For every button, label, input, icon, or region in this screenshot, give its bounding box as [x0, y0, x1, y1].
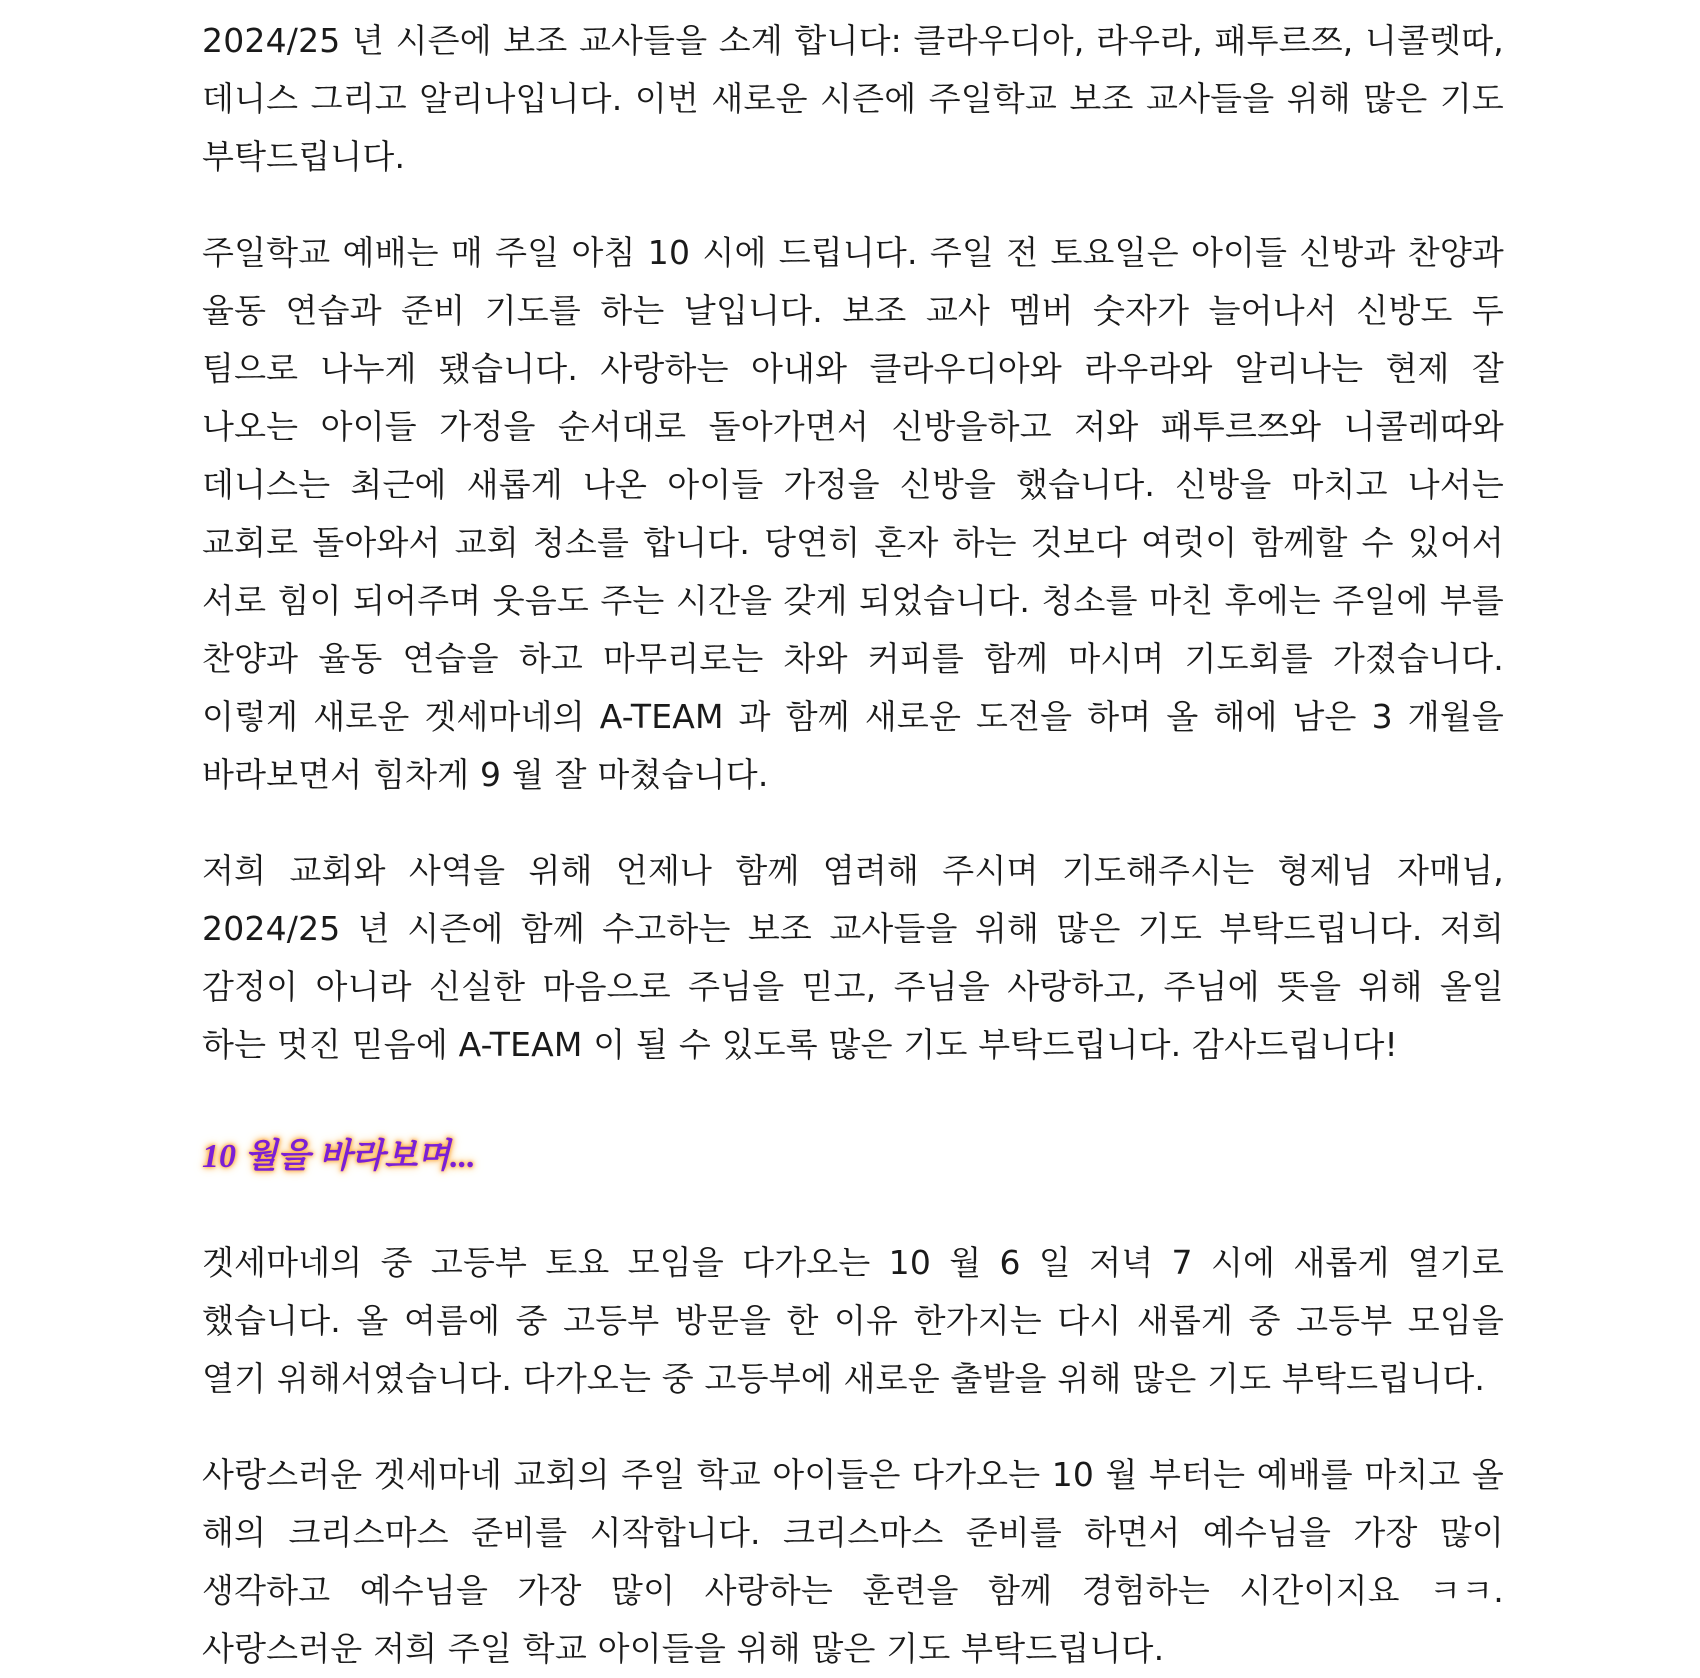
- paragraph-sunday-school: 주일학교 예배는 매 주일 아침 10 시에 드립니다. 주일 전 토요일은 아이들 신방과 찬양과 율동 연습과 준비 기도를 하는 날입니다. 보조 교사 멤버 숫자가 늘어나서 신방도 두 팀으로 나누게 됐습니다. 사랑하는 아내와 클라우디아와 라우라와 알리나는 현제 잘 나오는 아이들 가정을 순서대로 돌아가면서 신방을하고 저와 패투르쯔와 니콜레따와 데니스는 최근에 새롭게 나온 아이들 가정을 신방을 했습니다. 신방을 마치고 나서는 교회로 돌아와서 교회 청소를 합니다. 당연히 혼자 하는 것보다 여럿이 함께할 수 있어서 서로 힘이 되어주며 웃음도 주는 시간을 갖게 되었습니다. 청소를 마친 후에는 주일에 부를 찬양과 율동 연습을 하고 마무리로는 차와 커피를 함께 마시며 기도회를 가졌습니다. 이렇게 새로운 겟세마네의 A-TEAM 과 함께 새로운 도전을 하며 올 해에 남은 3 개월을 바라보면서 힘차게 9 월 잘 마쳤습니다.: [202, 233, 1504, 794]
- document-body: [202, 12, 1504, 1678]
- paragraph-assistant-teachers: 2024/25 년 시즌에 보조 교사들을 소계 합니다: 클라우디아, 라우라, 패투르쯔, 니콜렛따, 데니스 그리고 알리나입니다. 이번 새로운 시즌에 주일학교 보조 교사들을 위해 많은 기도 부탁드립니다.: [202, 21, 1504, 176]
- paragraph-prayer-request: 저희 교회와 사역을 위해 언제나 함께 염려해 주시며 기도해주시는 형제님 자매님, 2024/25 년 시즌에 함께 수고하는 보조 교사들을 위해 많은 기도 부탁드립니다. 저희 감정이 아니라 신실한 마음으로 주님을 믿고, 주님을 사랑하고, 주님에 뜻을 위해 올일 하는 멋진 믿음에 A-TEAM 이 될 수 있도록 많은 기도 부탁드립니다. 감사드립니다!: [202, 851, 1504, 1064]
- paragraph-youth-group: 겟세마네의 중 고등부 토요 모임을 다가오는 10 월 6 일 저녁 7 시에 새롭게 열기로 했습니다. 올 여름에 중 고등부 방문을 한 이유 한가지는 다시 새롭게 중 고등부 모임을 열기 위해서였습니다. 다가오는 중 고등부에 새로운 출발을 위해 많은 기도 부탁드립니다.: [202, 1243, 1504, 1398]
- paragraph-christmas-prep: 사랑스러운 겟세마네 교회의 주일 학교 아이들은 다가오는 10 월 부터는 예배를 마치고 올 해의 크리스마스 준비를 시작합니다. 크리스마스 준비를 하면서 예수님을 가장 많이 생각하고 예수님을 가장 많이 사랑하는 훈련을 함께 경험하는 시간이지요 ㅋㅋ. 사랑스러운 저희 주일 학교 아이들을 위해 많은 기도 부탁드립니다.: [202, 1455, 1504, 1668]
- section-heading-october: 10 월을 바라보며...: [202, 1138, 476, 1175]
